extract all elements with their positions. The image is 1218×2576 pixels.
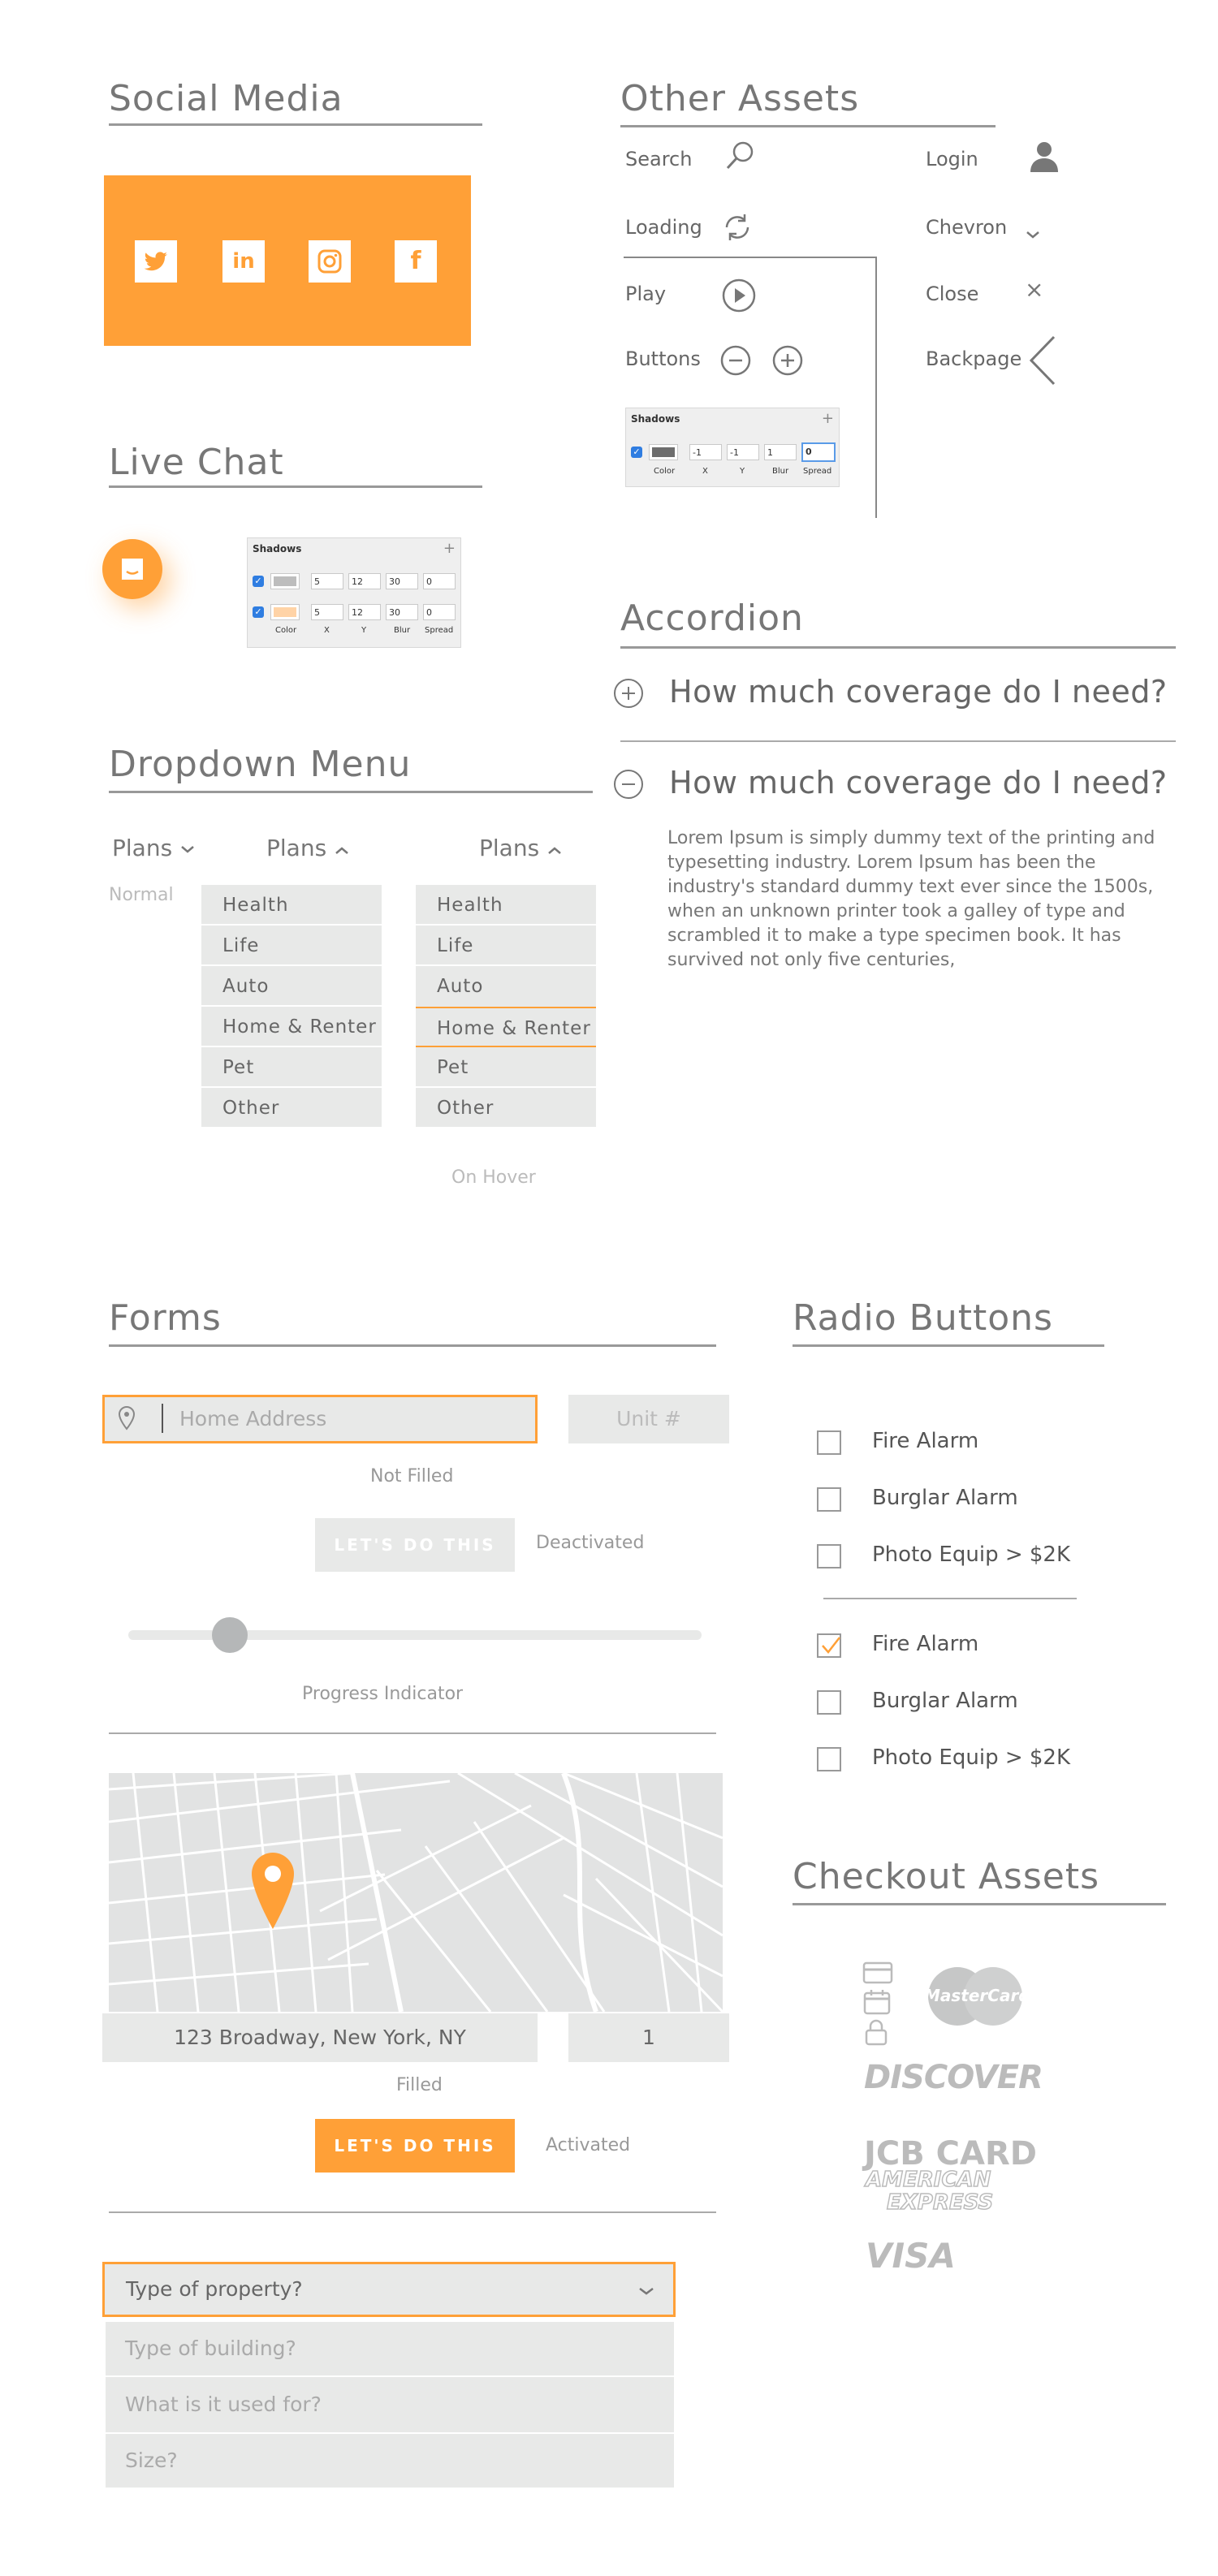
dropdown-item[interactable]: Life <box>416 926 596 966</box>
caption-y: Y <box>740 467 745 476</box>
shadow-color-swatch[interactable] <box>270 573 300 589</box>
shadow-x-field[interactable]: 5 <box>311 573 343 589</box>
shadow-spread-field[interactable]: 0 <box>423 573 456 589</box>
dropdown-item-hovered[interactable]: Home & Renter <box>416 1007 596 1047</box>
close-icon[interactable]: × <box>1025 276 1044 303</box>
burglar-alarm-label: Burglar Alarm <box>872 1689 1018 1713</box>
shadow-spread-field-focused[interactable]: 0 <box>801 442 836 462</box>
chevron-down-icon <box>637 2285 655 2297</box>
plans-label: Plans <box>112 835 173 861</box>
normal-caption: Normal <box>109 885 174 905</box>
minus-circle-button-icon[interactable] <box>719 344 752 377</box>
assets-divider-vertical <box>875 257 877 518</box>
fire-alarm-label: Fire Alarm <box>872 1429 979 1453</box>
play-label: Play <box>625 283 667 305</box>
shadows-panel-buttons <box>625 408 840 487</box>
usage-option[interactable]: What is it used for? <box>106 2377 674 2432</box>
progress-knob[interactable] <box>212 1617 248 1653</box>
shadow-enabled-checkbox[interactable]: ✓ <box>253 576 264 587</box>
home-address-placeholder: Home Address <box>179 1407 327 1430</box>
add-shadow-icon[interactable]: + <box>821 410 834 427</box>
caption-spread: Spread <box>803 467 832 476</box>
loading-label: Loading <box>625 216 702 239</box>
radio-buttons-title: Radio Buttons <box>793 1297 1053 1339</box>
dropdown-list-hover <box>416 885 596 1128</box>
chat-bubble-icon <box>119 555 146 583</box>
chevron-up-icon <box>334 844 350 856</box>
shadows-panel-title: Shadows <box>631 413 680 425</box>
caption-color: Color <box>654 467 676 476</box>
activated-caption: Activated <box>546 2135 631 2155</box>
cta-button-activated[interactable]: LET'S DO THIS <box>315 2119 515 2173</box>
accordion-divider <box>620 740 1176 742</box>
progress-track <box>128 1630 702 1640</box>
dropdown-list-normal <box>201 885 382 1128</box>
swatch-fill <box>652 447 675 457</box>
shadows-panel-title: Shadows <box>253 543 302 554</box>
lock-icon <box>864 2018 888 2046</box>
dropdown-item[interactable]: Health <box>201 885 382 926</box>
forms-divider-2 <box>109 2211 716 2213</box>
dropdown-item[interactable]: Auto <box>201 966 382 1007</box>
caption-y: Y <box>361 626 367 635</box>
caption-x: X <box>702 467 708 476</box>
plans-label: Plans <box>266 835 327 861</box>
social-media-title: Social Media <box>109 78 343 119</box>
swatch-fill <box>274 576 296 586</box>
forms-title: Forms <box>109 1297 222 1339</box>
search-icon[interactable] <box>721 138 758 175</box>
checkout-assets-underline <box>793 1903 1166 1905</box>
photo-equip-label: Photo Equip > $2K <box>872 1543 1071 1567</box>
other-assets-title: Other Assets <box>620 78 860 119</box>
forms-underline <box>109 1344 716 1347</box>
close-label: Close <box>926 283 979 305</box>
linkedin-icon[interactable]: in <box>222 240 265 283</box>
photo-equip-checkbox[interactable] <box>817 1544 841 1568</box>
twitter-icon[interactable] <box>135 240 177 283</box>
cta-button-deactivated[interactable]: LET'S DO THIS <box>315 1518 515 1572</box>
chevron-down-icon <box>179 844 196 856</box>
social-media-underline <box>109 123 482 126</box>
caption-spread: Spread <box>425 626 454 635</box>
deactivated-caption: Deactivated <box>536 1533 645 1553</box>
progress-indicator-caption: Progress Indicator <box>302 1684 464 1704</box>
back-arrow-icon[interactable] <box>1028 334 1057 386</box>
on-hover-caption: On Hover <box>451 1167 536 1188</box>
calendar-icon <box>862 1989 892 2015</box>
fire-alarm-label: Fire Alarm <box>872 1632 979 1656</box>
radio-divider <box>823 1598 1077 1599</box>
shadow-blur-field[interactable]: 30 <box>386 604 418 620</box>
building-type-option[interactable]: Type of building? <box>106 2322 674 2375</box>
discover-logo: DISCOVER <box>864 2059 1043 2096</box>
live-chat-underline <box>109 485 482 488</box>
other-assets-underline <box>620 125 996 127</box>
backpage-label: Backpage <box>926 347 1022 370</box>
plans-dropdown-trigger-closed[interactable] <box>112 835 196 861</box>
text-cursor <box>162 1404 163 1433</box>
plus-circle-icon <box>612 677 645 710</box>
burglar-alarm-checkbox[interactable] <box>817 1690 841 1715</box>
play-icon[interactable] <box>721 278 757 313</box>
fire-alarm-checkbox-checked[interactable] <box>817 1633 841 1658</box>
accordion-answer: Lorem Ipsum is simply dummy text of the printing and typesetting industry. Lorem Ipsum has been the industry's standard dummy text ever since the 1500s, when an unknown printer took a galley of type and scrambled it to make a type specimen book. It has survived not only five centuries, <box>667 828 1155 970</box>
chevron-up-icon <box>546 844 563 856</box>
amex-logo-line2: EXPRESS <box>887 2190 994 2215</box>
shadow-x-field[interactable]: -1 <box>689 444 722 460</box>
checkout-assets-title: Checkout Assets <box>793 1856 1100 1897</box>
unit-input-filled[interactable]: 1 <box>568 2013 729 2062</box>
jcb-card-logo: JCB CARD <box>864 2135 1037 2173</box>
assets-divider-horizontal <box>624 257 877 258</box>
forms-divider <box>109 1732 716 1734</box>
facebook-icon[interactable]: f <box>395 240 437 283</box>
shadow-color-swatch[interactable] <box>649 444 678 460</box>
dropdown-item[interactable]: Auto <box>437 976 484 997</box>
live-chat-title: Live Chat <box>109 442 284 483</box>
checkmark-icon <box>820 1635 841 1656</box>
accordion-underline <box>620 646 1176 649</box>
caption-color: Color <box>275 626 297 635</box>
shadow-y-field[interactable]: 12 <box>348 604 381 620</box>
login-label: Login <box>926 148 978 170</box>
shadow-spread-field[interactable]: 0 <box>423 604 456 620</box>
accordion-title: Accordion <box>620 598 804 639</box>
not-filled-caption: Not Filled <box>370 1466 454 1486</box>
shadow-blur-field[interactable]: 1 <box>764 444 797 460</box>
accordion-question: How much coverage do I need? <box>669 765 1168 800</box>
shadow-enabled-checkbox[interactable]: ✓ <box>253 606 264 618</box>
dropdown-item[interactable]: Other <box>201 1088 382 1128</box>
caption-blur: Blur <box>772 467 789 476</box>
dropdown-menu-underline <box>109 791 593 793</box>
home-address-input-filled[interactable]: 123 Broadway, New York, NY <box>102 2013 538 2062</box>
caption-blur: Blur <box>394 626 411 635</box>
chevron-label: Chevron <box>926 216 1008 239</box>
caption-x: X <box>324 626 330 635</box>
shadows-panel-live-chat <box>247 537 461 648</box>
shadow-x-field[interactable]: 5 <box>311 604 343 620</box>
dropdown-item[interactable]: Other <box>416 1088 596 1128</box>
shadow-blur-field[interactable]: 30 <box>386 573 418 589</box>
live-chat-button[interactable] <box>102 539 162 599</box>
amex-logo-line1: AMERICAN <box>866 2168 991 2192</box>
credit-card-icon <box>862 1961 893 1984</box>
dropdown-menu-title: Dropdown Menu <box>109 744 412 785</box>
search-label: Search <box>625 148 693 170</box>
mastercard-text: MasterCard <box>924 1986 1030 2005</box>
accordion-item-collapsed[interactable] <box>612 671 1181 739</box>
dropdown-item[interactable]: Pet <box>416 1047 596 1088</box>
size-option[interactable]: Size? <box>106 2434 674 2488</box>
street-map <box>109 1773 723 2012</box>
dropdown-item[interactable]: Home & Renter <box>201 1007 382 1047</box>
accordion-item-expanded[interactable] <box>612 762 1181 810</box>
fire-alarm-checkbox[interactable] <box>817 1430 841 1455</box>
user-icon[interactable] <box>1026 138 1062 174</box>
photo-equip-label: Photo Equip > $2K <box>872 1745 1071 1770</box>
filled-caption: Filled <box>396 2075 443 2095</box>
plans-dropdown-trigger-open[interactable] <box>266 835 350 861</box>
location-pin-icon <box>118 1405 136 1431</box>
property-type-select[interactable] <box>102 2262 676 2317</box>
unit-input[interactable]: Unit # <box>568 1395 729 1443</box>
map-pin-icon[interactable] <box>250 1851 296 1931</box>
swatch-fill <box>274 607 296 617</box>
plans-label: Plans <box>479 835 540 861</box>
dropdown-item[interactable]: Life <box>201 926 382 966</box>
burglar-alarm-label: Burglar Alarm <box>872 1486 1018 1510</box>
accordion-question: How much coverage do I need? <box>669 674 1168 710</box>
shadow-enabled-checkbox[interactable]: ✓ <box>631 447 642 458</box>
home-address-input[interactable] <box>102 1395 538 1443</box>
plans-dropdown-trigger-hover[interactable] <box>479 835 563 861</box>
dropdown-item[interactable]: Health <box>416 885 596 926</box>
plus-circle-button-icon[interactable] <box>771 344 804 377</box>
shadow-y-field[interactable]: 12 <box>348 573 381 589</box>
instagram-icon[interactable] <box>309 240 351 283</box>
property-type-select-value: Type of property? <box>126 2277 303 2301</box>
burglar-alarm-checkbox[interactable] <box>817 1487 841 1512</box>
loading-icon <box>719 209 755 245</box>
dropdown-item[interactable]: Pet <box>201 1047 382 1088</box>
photo-equip-checkbox[interactable] <box>817 1747 841 1771</box>
visa-logo: VISA <box>866 2236 956 2276</box>
map-view[interactable] <box>109 1773 723 2012</box>
add-shadow-icon[interactable]: + <box>443 540 456 557</box>
shadow-y-field[interactable]: -1 <box>727 444 759 460</box>
shadow-color-swatch[interactable] <box>270 604 300 620</box>
chevron-down-icon[interactable] <box>1025 229 1041 240</box>
minus-circle-icon <box>612 768 645 800</box>
radio-buttons-underline <box>793 1344 1104 1347</box>
buttons-label: Buttons <box>625 347 701 370</box>
